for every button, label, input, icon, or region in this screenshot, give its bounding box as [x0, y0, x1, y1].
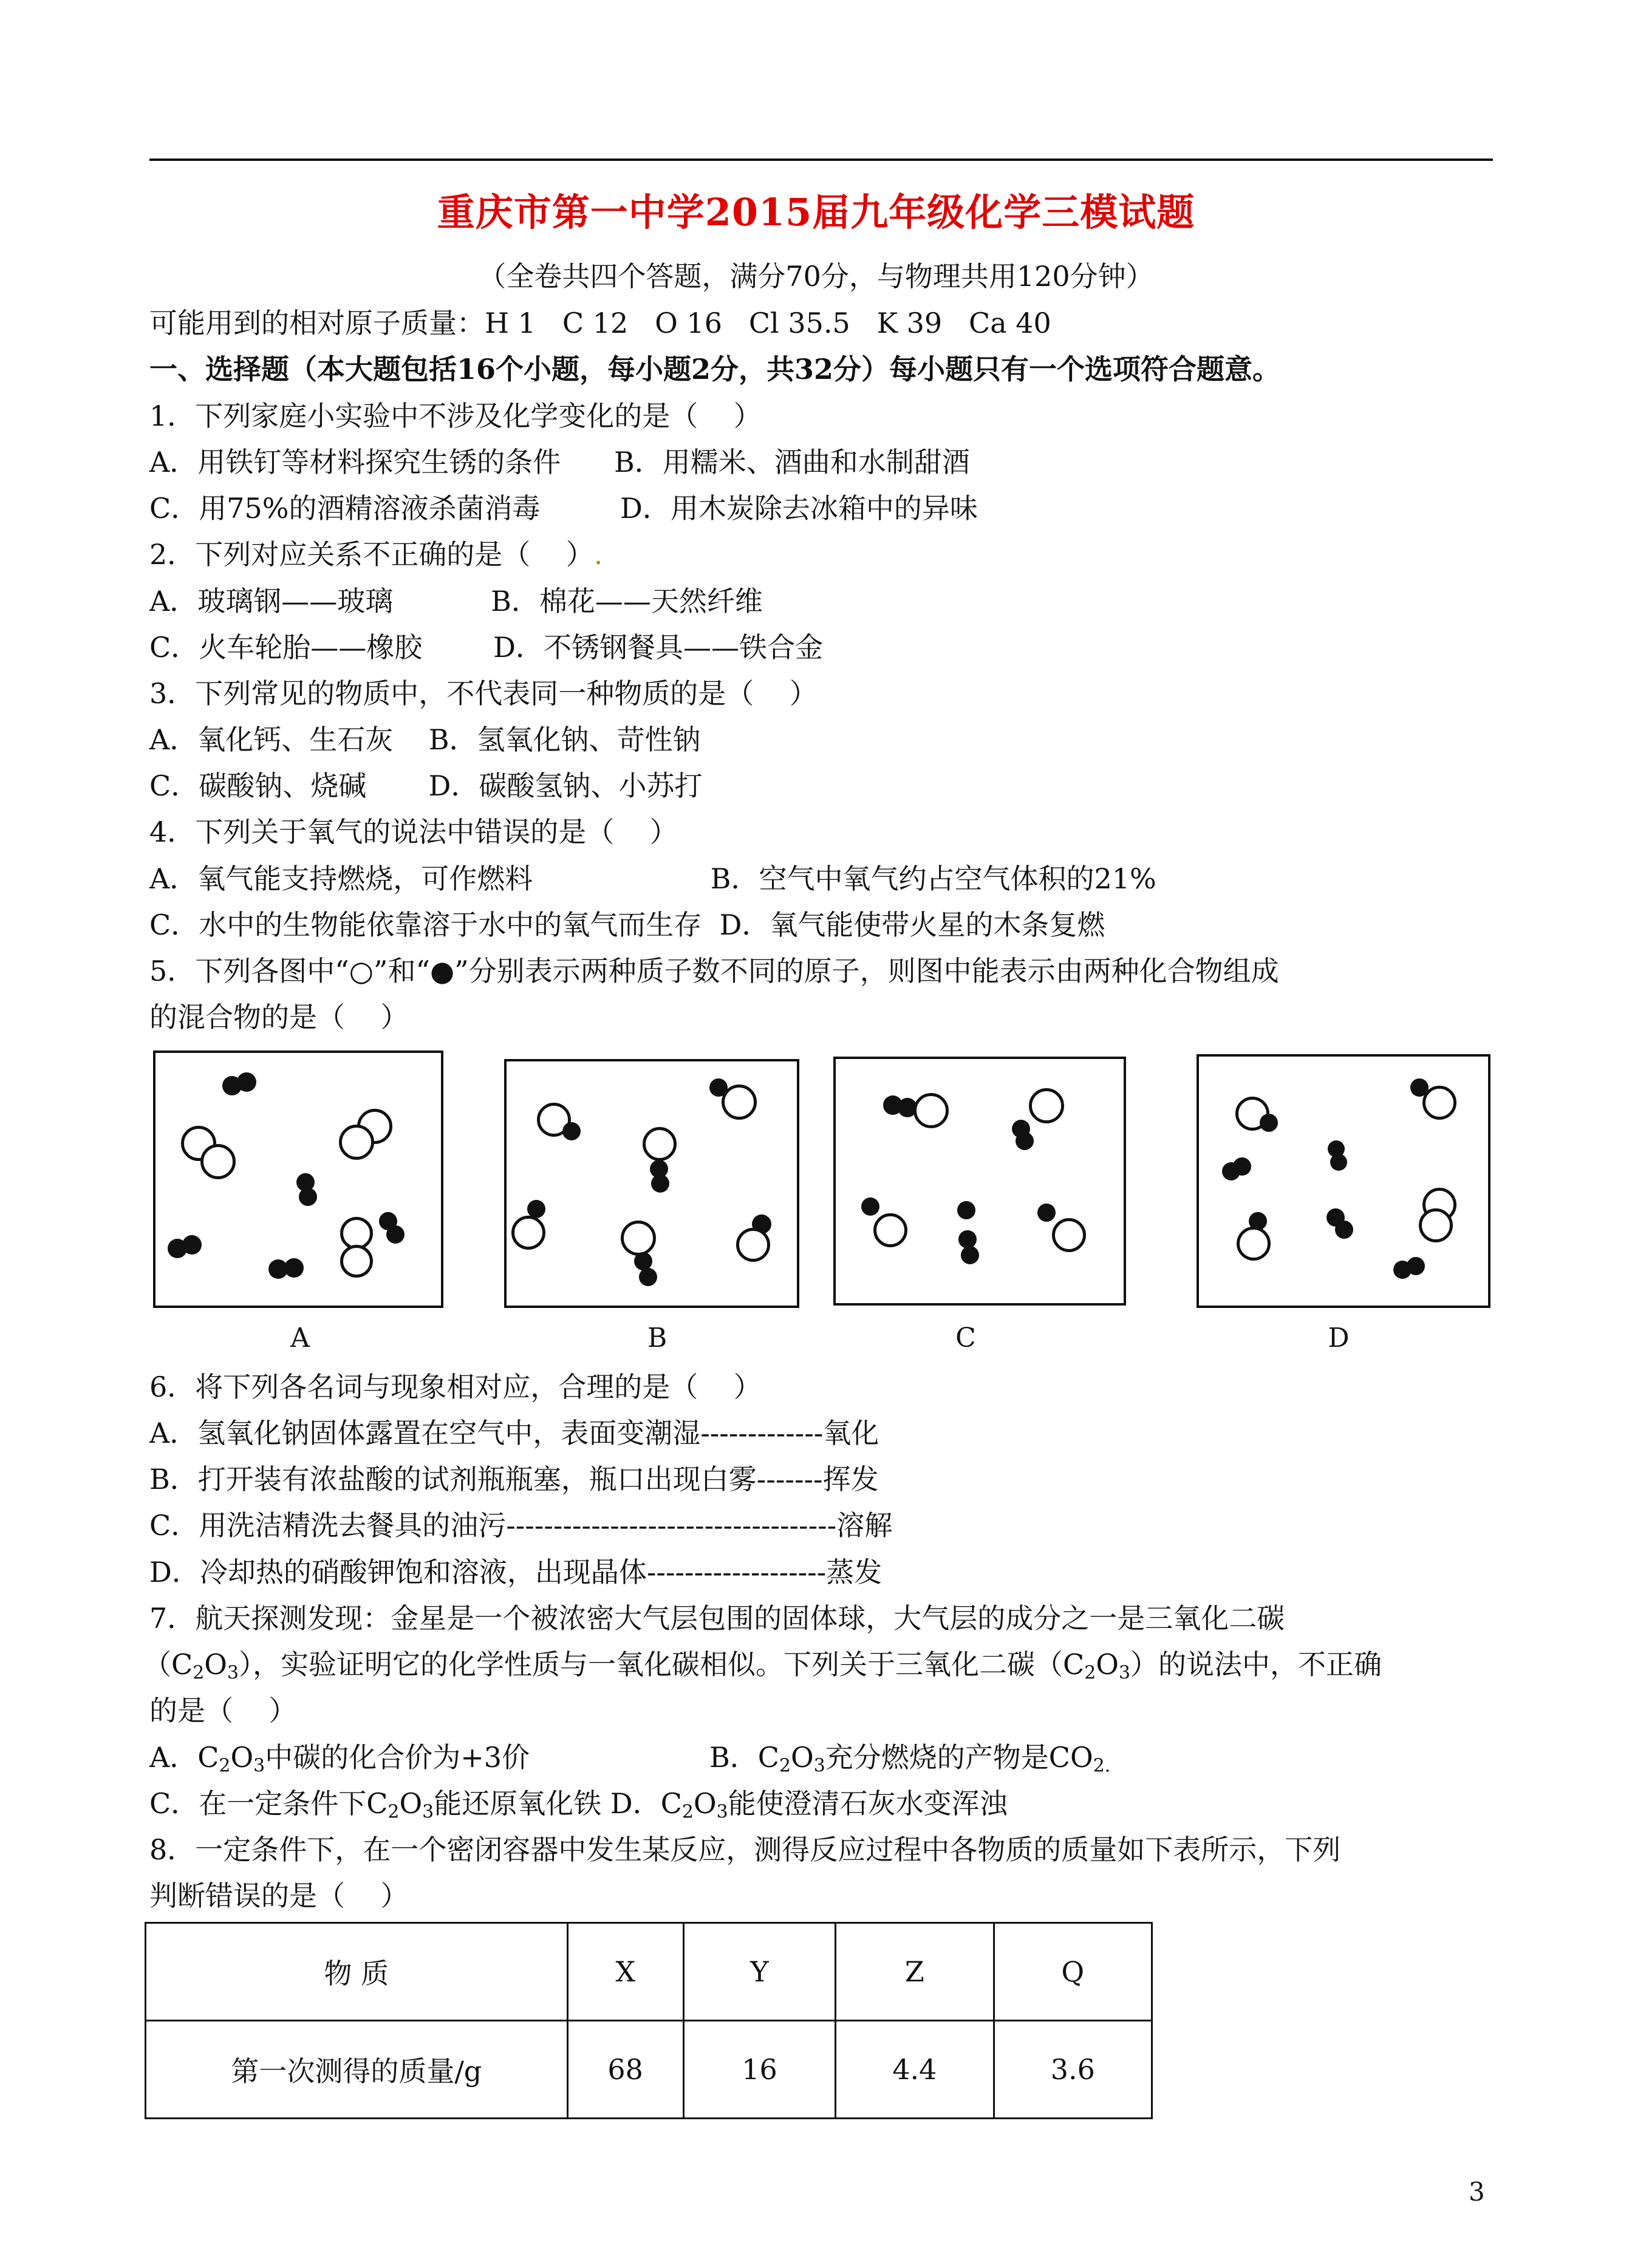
top-rule: [149, 158, 1493, 161]
diagram-label-b: B: [647, 1323, 667, 1354]
diagram-a: [153, 1051, 443, 1308]
table-cell: 3.6: [994, 2021, 1152, 2119]
table-header: Z: [836, 1923, 994, 2021]
table-header: Q: [994, 1923, 1152, 2021]
q7-stem-3: 的是（ ）: [149, 1694, 297, 1727]
table-cell: 第一次测得的质量/g: [146, 2021, 568, 2119]
q6-option-a: A．氢氧化钠固体露置在空气中，表面变潮湿-------------氧化: [149, 1417, 879, 1449]
exam-title: 重庆市第一中学2015届九年级化学三模试题: [437, 190, 1195, 234]
q3-options-ab: A．氧化钙、生石灰 B．氢氧化钠、苛性钠: [149, 723, 701, 756]
q2-stem: 2．下列对应关系不正确的是（ ）: [149, 538, 594, 571]
black-atom: [299, 1188, 317, 1206]
diagram-label-a: A: [290, 1323, 310, 1354]
q4-stem: 4．下列关于氧气的说法中错误的是（ ）: [149, 816, 678, 848]
white-atom: [1237, 1227, 1271, 1261]
q2-options-ab: A．玻璃钢——玻璃 B．棉花——天然纤维: [149, 585, 763, 618]
table-cell: 16: [683, 2021, 835, 2119]
q4-options-ab: A．氧气能支持燃烧，可作燃料 B．空气中氧气约占空气体积的21%: [149, 862, 1156, 895]
table-cell: 4.4: [836, 2021, 994, 2119]
q6-option-c: C．用洗洁精洗去餐具的油污-----------------------------------溶解: [149, 1509, 893, 1542]
white-atom: [340, 1245, 373, 1278]
table-header: Y: [683, 1923, 835, 2021]
q3-stem: 3．下列常见的物质中，不代表同一种物质的是（ ）: [149, 677, 818, 710]
black-atom: [1260, 1114, 1278, 1132]
white-atom: [1422, 1086, 1456, 1120]
white-atom: [643, 1127, 677, 1161]
black-atom: [1407, 1257, 1425, 1275]
q5-stem-1: 5．下列各图中“○”和“●”分别表示两种质子数不同的原子，则图中能表示由两种化合物组成: [149, 955, 1279, 987]
white-atom: [913, 1093, 949, 1128]
white-atom: [873, 1213, 907, 1247]
q1-options-cd: C．用75%的酒精溶液杀菌消毒 D．用木炭除去冰箱中的异味: [149, 492, 978, 525]
black-atom: [639, 1268, 657, 1286]
section1-header: 一、选择题（本大题包括16个小题，每小题2分，共32分）每小题只有一个选项符合题意。: [149, 353, 1281, 386]
table-cell: 68: [567, 2021, 683, 2119]
white-atom: [736, 1228, 770, 1262]
white-atom: [339, 1125, 374, 1160]
q7-option-b: B．$C_2O_3$充分燃烧的产物是$CO_{2.}$: [709, 1741, 1111, 1777]
white-atom: [1029, 1088, 1064, 1123]
black-atom: [1330, 1154, 1347, 1171]
black-atom: [709, 1078, 728, 1097]
black-atom: [562, 1122, 581, 1140]
diagram-b: [504, 1059, 799, 1308]
black-atom: [284, 1258, 304, 1278]
q1-stem: 1．下列家庭小实验中不涉及化学变化的是（ ）: [149, 400, 762, 432]
table-row: [146, 2021, 1152, 2119]
black-atom: [1335, 1221, 1353, 1239]
black-atom: [182, 1235, 202, 1255]
table-header-row: [146, 1923, 1152, 2021]
diagram-d: [1197, 1054, 1490, 1308]
q6-stem: 6．将下列各名词与现象相对应，合理的是（ ）: [149, 1371, 762, 1403]
white-atom: [511, 1216, 545, 1250]
q6-option-b: B．打开装有浓盐酸的试剂瓶瓶塞，瓶口出现白雾-------挥发: [149, 1463, 879, 1496]
q4-options-cd: C．水中的生物能依靠溶于水中的氧气而生存 D．氧气能使带火星的木条复燃: [149, 908, 1105, 941]
q6-option-d: D．冷却热的硝酸钾饱和溶液，出现晶体-------------------蒸发: [149, 1556, 883, 1589]
table-header: X: [567, 1923, 683, 2021]
white-atom: [1052, 1218, 1086, 1252]
page-number: 3: [1469, 2177, 1485, 2207]
q7-stem-2: $(C_2O_3)$，实验证明它的化学性质与一氧化碳相似。下列关于三氧化二碳$(C_2O_3)$的说法中，不正确: [143, 1648, 1382, 1684]
diagram-label-d: D: [1328, 1323, 1350, 1354]
q8-stem-2: 判断错误的是（ ）: [149, 1879, 409, 1912]
mass-table: [145, 1922, 1153, 2119]
q8-stem-1: 8．一定条件下，在一个密闭容器中发生某反应，测得反应过程中各物质的质量如下表所示，下列: [149, 1833, 1341, 1866]
q2-mark: .: [593, 538, 603, 571]
diagram-label-c: C: [955, 1323, 976, 1354]
white-atom: [621, 1221, 656, 1256]
black-atom: [1037, 1204, 1056, 1222]
q1-options-ab: A．用铁钉等材料探究生锈的条件 B．用糯米、酒曲和水制甜酒: [149, 446, 970, 478]
exam-subtitle: （全卷共四个答题，满分70分，与物理共用120分钟）: [478, 260, 1154, 293]
diagram-c: [833, 1057, 1126, 1306]
q7-option-a: A．$C_2O_3$中碳的化合价为+3价: [149, 1741, 530, 1777]
q2-stem-line: [149, 536, 603, 573]
black-atom: [861, 1197, 879, 1216]
white-atom: [200, 1144, 236, 1179]
black-atom: [957, 1201, 975, 1219]
black-atom: [651, 1174, 669, 1193]
q7-stem-1: 7．航天探测发现：金星是一个被浓密大气层包围的固体球，大气层的成分之一是三氧化二碳: [149, 1602, 1285, 1635]
black-atom: [1233, 1157, 1251, 1176]
black-atom: [386, 1225, 405, 1244]
q2-options-cd: C．火车轮胎——橡胶 D．不锈钢餐具——铁合金: [149, 631, 824, 664]
black-atom: [237, 1072, 256, 1092]
atomic-masses: 可能用到的相对原子质量：H 1 C 12 O 16 Cl 35.5 K 39 Ca 40: [149, 307, 1051, 339]
q5-stem-2: 的混合物的是（ ）: [149, 1001, 409, 1034]
black-atom: [961, 1246, 979, 1264]
white-atom: [1419, 1208, 1453, 1242]
table-header: 物 质: [146, 1923, 568, 2021]
black-atom: [1016, 1132, 1034, 1150]
q3-options-cd: C．碳酸钠、烧碱 D．碳酸氢钠、小苏打: [149, 769, 703, 802]
q7-options-cd: C．在一定条件下$C_2O_3$能还原氧化铁 D．$C_2O_3$能使澄清石灰水变浑浊: [149, 1787, 1008, 1823]
